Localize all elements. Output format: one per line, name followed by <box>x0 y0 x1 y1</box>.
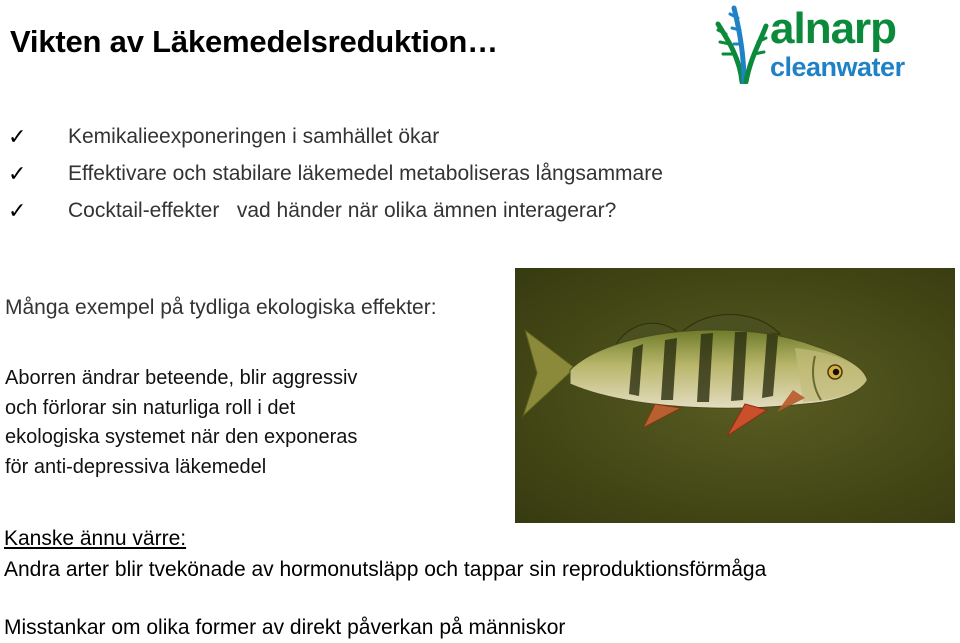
checklist <box>8 118 808 229</box>
perch-description-line: Aborren ändrar beteende, blir aggressiv <box>5 367 358 389</box>
examples-heading: Många exempel på tydliga ekologiska effekter: <box>5 296 437 319</box>
checklist-item <box>8 192 808 229</box>
alnarp-cleanwater-logo <box>714 4 928 84</box>
checkmark-icon: ✓ <box>8 160 27 186</box>
reed-plant-icon <box>714 4 770 84</box>
checklist-item-text: Kemikalieexponeringen i samhället ökar <box>68 124 440 148</box>
perch-description <box>5 364 505 482</box>
perch-fish-illustration <box>515 268 955 523</box>
perch-description-line: och förlorar sin naturliga roll i det <box>5 396 296 419</box>
slide-title: Vikten av Läkemedelsreduktion… <box>10 24 498 59</box>
checklist-item-text: Effektivare och stabilare läkemedel metaboliseras långsammare <box>68 161 663 185</box>
perch-description-line: för anti-depressiva läkemedel <box>5 455 267 478</box>
checklist-item-text: Cocktail-effekter vad händer när olika ämnen interagerar? <box>68 198 617 222</box>
perch-fish-photo <box>515 268 955 523</box>
logo-wordmark-cleanwater: cleanwater <box>770 52 905 82</box>
checkmark-icon: ✓ <box>8 197 27 223</box>
checklist-item <box>8 118 808 155</box>
checklist-item <box>8 155 808 192</box>
logo-wordmark-alnarp: alnarp <box>770 4 897 53</box>
perch-description-line: ekologiska systemet när den exponeras <box>5 426 358 448</box>
checkmark-icon: ✓ <box>8 123 27 149</box>
worse-heading: Kanske ännu värre: <box>4 527 187 550</box>
suspicion-text: Misstankar om olika former av direkt påverkan på människor <box>4 616 566 639</box>
worse-description: Andra arter blir tvekönade av hormonutsläpp och tappar sin reproduktionsförmåga <box>4 558 767 581</box>
